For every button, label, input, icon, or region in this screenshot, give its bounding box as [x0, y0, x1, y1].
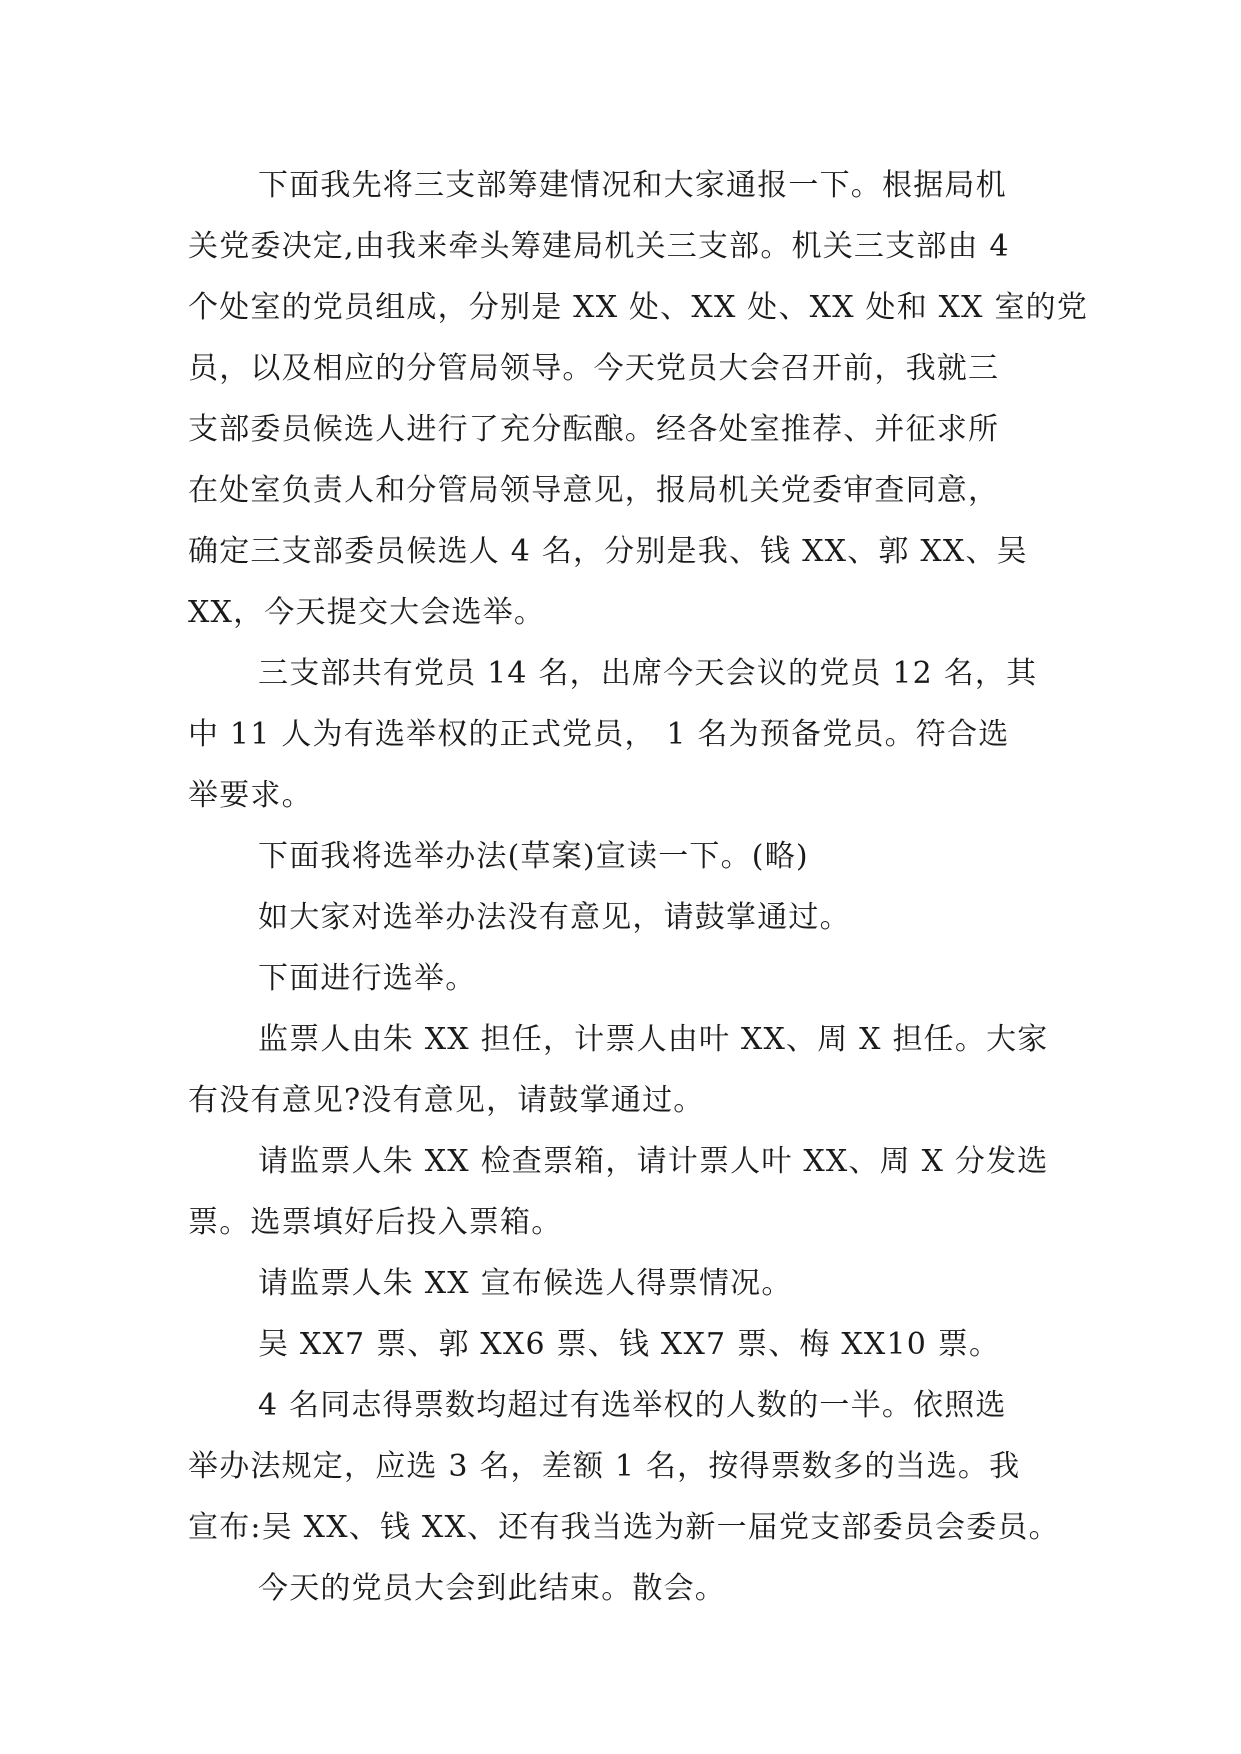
- paragraph-2-line-1: 三支部共有党员 14 名，出席今天会议的党员 12 名，其: [258, 656, 1038, 691]
- paragraph-1-line-1: 下面我先将三支部筹建情况和大家通报一下。根据局机: [258, 168, 1007, 203]
- paragraph-9-line-1: 吴 XX7 票、郭 XX6 票、钱 XX7 票、梅 XX10 票。: [258, 1327, 1001, 1362]
- paragraph-8-line-1: 请监票人朱 XX 宣布候选人得票情况。: [258, 1266, 793, 1301]
- paragraph-7-line-2: 票。选票填好后投入票箱。: [188, 1205, 563, 1240]
- paragraph-7-line-1: 请监票人朱 XX 检查票箱，请计票人叶 XX、周 X 分发选: [258, 1144, 1049, 1179]
- paragraph-2-line-3: 举要求。: [188, 778, 313, 813]
- paragraph-1-line-8: XX，今天提交大会选举。: [188, 595, 546, 630]
- paragraph-10-line-2: 举办法规定，应选 3 名，差额 1 名，按得票数多的当选。我: [188, 1449, 1021, 1484]
- paragraph-10-line-1: 4 名同志得票数均超过有选举权的人数的一半。依照选: [258, 1388, 1007, 1423]
- paragraph-1-line-2: 关党委决定,由我来牵头筹建局机关三支部。机关三支部由 4: [188, 229, 1010, 264]
- paragraph-11-line-1: 今天的党员大会到此结束。散会。: [258, 1571, 726, 1606]
- paragraph-6-line-2: 有没有意见?没有意见，请鼓掌通过。: [188, 1083, 705, 1118]
- paragraph-4-line-1: 如大家对选举办法没有意见，请鼓掌通过。: [258, 900, 851, 935]
- document-body: [188, 155, 1089, 1619]
- paragraph-1-line-6: 在处室负责人和分管局领导意见，报局机关党委审查同意，: [188, 473, 1000, 508]
- paragraph-10-line-3: 宣布:吴 XX、钱 XX、还有我当选为新一届党支部委员会委员。: [188, 1510, 1060, 1545]
- paragraph-1-line-7: 确定三支部委员候选人 4 名，分别是我、钱 XX、郭 XX、吴: [188, 534, 1028, 569]
- paragraph-5-line-1: 下面进行选举。: [258, 961, 477, 996]
- paragraph-1-line-3: 个处室的党员组成，分别是 XX 处、XX 处、XX 处和 XX 室的党: [188, 290, 1089, 325]
- paragraph-1-line-4: 员，以及相应的分管局领导。今天党员大会召开前，我就三: [188, 351, 1000, 386]
- paragraph-6-line-1: 监票人由朱 XX 担任，计票人由叶 XX、周 X 担任。大家: [258, 1022, 1049, 1057]
- paragraph-2-line-2: 中 11 人为有选举权的正式党员， 1 名为预备党员。符合选: [188, 717, 1010, 752]
- paragraph-3-line-1: 下面我将选举办法(草案)宣读一下。(略): [258, 839, 809, 874]
- paragraph-1-line-5: 支部委员候选人进行了充分酝酿。经各处室推荐、并征求所: [188, 412, 1000, 447]
